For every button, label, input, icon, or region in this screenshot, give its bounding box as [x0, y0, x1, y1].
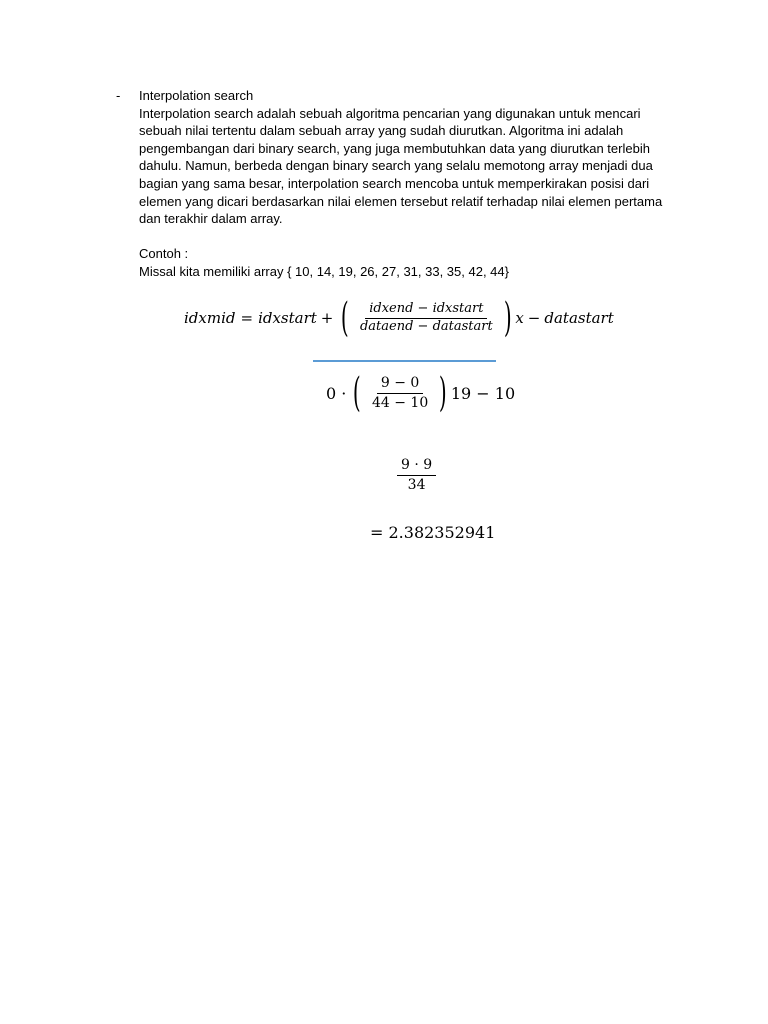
formula-fraction-numerator: idxend − idxstart	[365, 302, 487, 319]
result-value: = 2.382352941	[370, 522, 496, 542]
paragraph-line: dahulu. Namun, berbeda dengan binary search yang selalu memotong array menjadi dua	[139, 158, 653, 174]
right-paren-icon: )	[503, 295, 512, 341]
paragraph-line: Interpolation search adalah sebuah algoritma pencarian yang digunakan untuk mencari	[139, 105, 641, 121]
section-heading: Interpolation search	[139, 88, 254, 103]
left-paren-icon: (	[341, 295, 350, 341]
paragraph-line: sebuah nilai tertentu dalam sebuah array yang sudah diurutkan. Algoritma ini adalah	[139, 123, 624, 139]
step1-fraction-numerator: 9 − 0	[377, 375, 423, 393]
formula-equals: =	[240, 309, 254, 327]
paragraph-line: dan terakhir dalam array.	[139, 211, 283, 227]
formula-fraction-denominator: dataend − datastart	[359, 318, 493, 334]
formula-term-idxstart: idxstart	[258, 309, 317, 327]
example-label: Contoh :	[139, 246, 189, 262]
step2-fraction	[397, 457, 436, 492]
paragraph-line: elemen yang dicari berdasarkan nilai elemen tersebut relatif terhadap nilai elemen pertama	[139, 193, 663, 209]
formula-plus: +	[320, 309, 334, 327]
list-bullet: -	[116, 88, 121, 103]
text-block	[139, 87, 679, 281]
formula-lhs: idxmid	[184, 309, 236, 327]
interpolation-formula	[184, 296, 614, 340]
left-paren-icon: (	[353, 370, 362, 416]
step2-fraction-numerator: 9 · 9	[397, 457, 436, 475]
example-text: Missal kita memiliki array { 10, 14, 19, 26, 27, 31, 33, 35, 42, 44}	[139, 263, 509, 279]
formula-term-datastart: datastart	[544, 309, 614, 327]
calculation-step-1	[326, 371, 515, 415]
formula-x: x	[515, 309, 524, 327]
calculation-step-2	[394, 455, 439, 495]
step1-lead: 0 ·	[326, 383, 347, 403]
paragraph-line: pengembangan dari binary search, yang juga membutuhkan data yang diurutkan terlebih	[139, 140, 650, 156]
right-paren-icon: )	[439, 370, 447, 416]
formula-minus: −	[527, 309, 541, 327]
step2-fraction-denominator: 34	[407, 476, 426, 493]
step1-fraction-denominator: 44 − 10	[371, 394, 429, 411]
formula-fraction	[356, 302, 497, 335]
step1-tail: 19 − 10	[450, 383, 516, 403]
calculation-result	[370, 521, 495, 543]
step1-fraction	[368, 375, 432, 410]
paragraph-line: bagian yang sama besar, interpolation search mencoba untuk memperkirakan posisi dari	[139, 175, 650, 191]
divider-rule	[313, 360, 496, 362]
paragraph-spacer	[139, 228, 679, 246]
